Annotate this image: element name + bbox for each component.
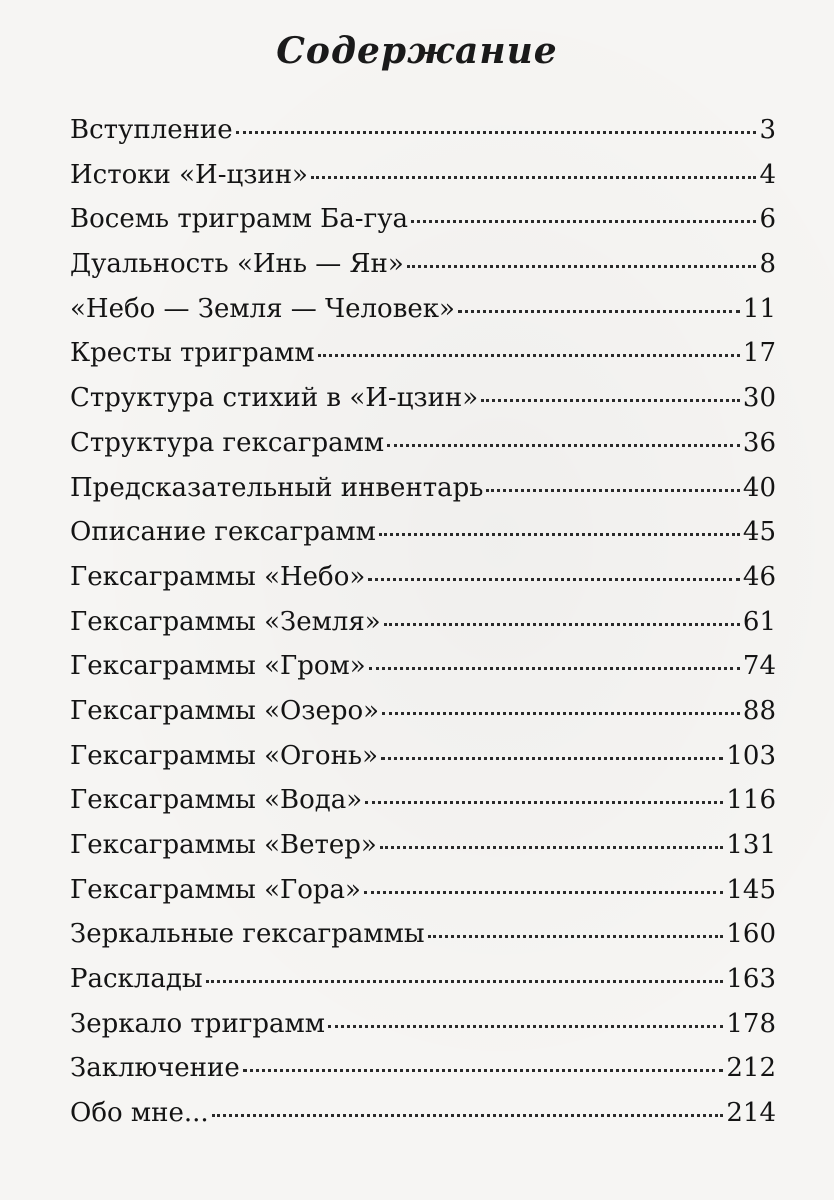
toc-entry [70,331,776,376]
dot-leader [381,757,723,760]
toc-entry-label: Гексаграммы «Ветер» [70,830,377,860]
toc-entry-page: 8 [759,249,776,280]
toc-entry-label: Гексаграммы «Озеро» [70,695,380,726]
toc-entry-page: 74 [742,651,776,682]
toc-entry [70,421,776,466]
toc-entry-page: 45 [742,517,776,548]
toc-entry-page: 40 [742,472,776,503]
toc-entry [70,600,776,645]
toc-entry [70,912,776,957]
dot-leader [212,1114,724,1117]
dot-leader [369,667,740,670]
toc-entry [70,242,776,287]
toc-entry-page: 214 [726,1098,776,1129]
dot-leader [428,935,724,938]
toc-entry-page: 30 [742,383,776,414]
dot-leader [486,489,739,492]
dot-leader [458,310,740,313]
toc-entry-label: Вступление [70,115,233,145]
dot-leader [379,533,740,536]
dot-leader [411,220,756,223]
toc-entry-label: Структура гексаграмм [70,427,385,458]
toc-entry-label: Истоки «И-цзин» [70,159,308,190]
toc-entry-label: Гексаграммы «Огонь» [70,740,378,771]
toc-entry-page: 88 [742,695,776,726]
toc-entry-page: 11 [742,293,776,324]
toc-entry-label: Восемь триграмм Ба-гуа [70,204,408,235]
dot-leader [380,846,724,849]
toc-entry-label: Обо мне... [70,1098,209,1129]
toc-entry [70,376,776,421]
toc-entry [70,197,776,242]
toc-entry-label: Кресты триграмм [70,338,315,369]
toc-entry-label: «Небо — Земля — Человек» [70,293,455,324]
dot-leader [384,623,740,626]
dot-leader [243,1069,724,1072]
toc-entry [70,868,776,913]
toc-entry [70,1002,776,1047]
table-of-contents [70,108,776,1136]
dot-leader [311,176,757,179]
toc-entry [70,153,776,198]
toc-entry-label: Гексаграммы «Гора» [70,874,361,905]
toc-entry-page: 212 [726,1053,776,1084]
toc-entry-page: 3 [759,115,776,145]
toc-entry-page: 103 [726,740,776,771]
toc-entry-page: 145 [726,874,776,905]
toc-entry [70,644,776,689]
dot-leader [328,1025,723,1028]
toc-entry-label: Расклады [70,964,203,995]
toc-entry-page: 61 [742,606,776,637]
toc-entry-page: 4 [759,159,776,190]
dot-leader [481,399,740,402]
toc-entry-label: Дуальность «Инь — Ян» [70,249,404,280]
toc-entry-page: 17 [742,338,776,369]
toc-entry-label: Предсказательный инвентарь [70,472,484,503]
toc-entry [70,287,776,332]
toc-entry-label: Описание гексаграмм [70,517,376,548]
toc-entry [70,734,776,779]
dot-leader [382,712,740,715]
toc-entry-label: Гексаграммы «Земля» [70,606,381,637]
toc-entry [70,778,776,823]
toc-entry [70,957,776,1002]
toc-entry-label: Гексаграммы «Небо» [70,561,366,592]
toc-entry [70,1091,776,1136]
dot-leader [407,265,757,268]
toc-entry [70,510,776,555]
toc-entry-page: 36 [742,427,776,458]
dot-leader [236,131,757,134]
toc-entry-label: Зеркало триграмм [70,1008,325,1039]
toc-entry-label: Гексаграммы «Вода» [70,785,363,816]
page-title: Содержание [276,30,558,72]
dot-leader [368,578,740,581]
toc-entry-label: Гексаграммы «Гром» [70,651,366,682]
toc-entry [70,689,776,734]
toc-entry [70,823,776,868]
dot-leader [364,891,723,894]
toc-entry-page: 163 [726,964,776,995]
toc-entry-page: 6 [759,204,776,235]
toc-entry [70,555,776,600]
toc-entry-label: Заключение [70,1053,240,1084]
toc-entry [70,108,776,153]
toc-entry-page: 131 [726,830,776,860]
toc-entry-page: 116 [726,785,776,816]
toc-entry-page: 160 [726,919,776,950]
toc-entry-label: Структура стихий в «И-цзин» [70,383,479,414]
toc-entry-page: 178 [726,1008,776,1039]
dot-leader [387,444,740,447]
toc-entry [70,466,776,511]
dot-leader [318,354,740,357]
toc-entry [70,1046,776,1091]
toc-entry-label: Зеркальные гексаграммы [70,919,425,950]
dot-leader [365,801,723,804]
toc-entry-page: 46 [742,561,776,592]
dot-leader [206,980,724,983]
